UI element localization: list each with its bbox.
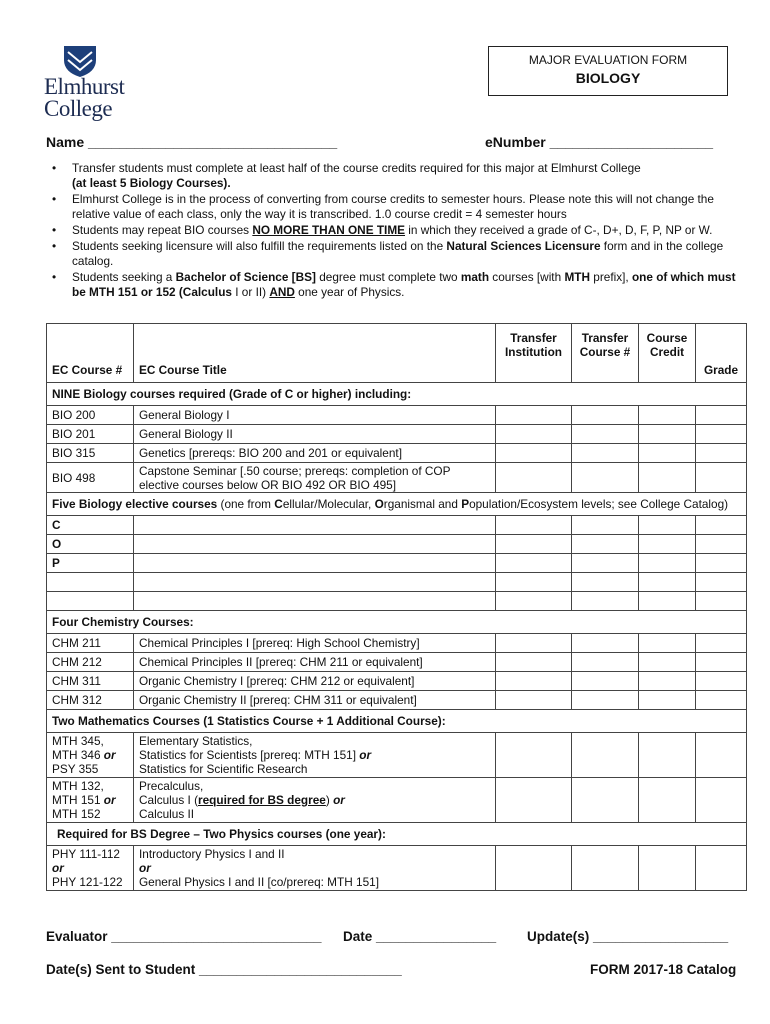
entry-cell[interactable] bbox=[496, 592, 572, 611]
entry-cell[interactable] bbox=[696, 691, 747, 710]
instructions-list bbox=[46, 161, 736, 301]
college-logo bbox=[42, 44, 162, 124]
table-row bbox=[47, 653, 747, 672]
math-section: Two Mathematics Courses (1 Statistics Course + 1 Additional Course): bbox=[47, 710, 747, 733]
entry-cell[interactable] bbox=[696, 733, 747, 778]
form-version-label: FORM 2017-18 Catalog bbox=[590, 962, 737, 977]
entry-cell[interactable] bbox=[572, 846, 639, 891]
entry-cell[interactable] bbox=[496, 691, 572, 710]
entry-cell[interactable] bbox=[696, 425, 747, 444]
entry-cell[interactable] bbox=[572, 573, 639, 592]
entry-cell[interactable] bbox=[572, 535, 639, 554]
ec-title-header: EC Course Title bbox=[134, 324, 496, 383]
course-title: General Biology I bbox=[134, 406, 496, 425]
table-row bbox=[47, 535, 747, 554]
table-row bbox=[47, 733, 747, 778]
course-title: General Biology II bbox=[134, 425, 496, 444]
instruction-text: one year of Physics. bbox=[294, 285, 405, 299]
course-title: Capstone Seminar [.50 course; prereqs: completion of COP elective courses below OR BIO 492 OR BIO 495] bbox=[134, 463, 496, 493]
entry-cell[interactable] bbox=[639, 672, 696, 691]
grade-header: Grade bbox=[696, 324, 747, 383]
entry-cell[interactable] bbox=[572, 425, 639, 444]
entry-cell[interactable] bbox=[696, 516, 747, 535]
course-code: CHM 211 bbox=[47, 634, 134, 653]
course-code: BIO 315 bbox=[47, 444, 134, 463]
entry-cell[interactable] bbox=[572, 691, 639, 710]
evaluator-field[interactable]: Evaluator ____________________________ bbox=[46, 929, 322, 944]
entry-cell[interactable] bbox=[496, 634, 572, 653]
elective-level: P bbox=[47, 554, 134, 573]
instruction-emphasis: (at least 5 Biology Courses). bbox=[72, 176, 231, 190]
course-code: PHY 111-112 or PHY 121-122 bbox=[47, 846, 134, 891]
course-code: BIO 200 bbox=[47, 406, 134, 425]
course-code: BIO 201 bbox=[47, 425, 134, 444]
entry-cell[interactable] bbox=[696, 653, 747, 672]
instruction-emphasis: AND bbox=[269, 285, 295, 299]
entry-cell[interactable] bbox=[639, 573, 696, 592]
entry-cell[interactable] bbox=[496, 733, 572, 778]
entry-cell[interactable] bbox=[47, 573, 134, 592]
entry-cell[interactable] bbox=[496, 778, 572, 823]
entry-cell[interactable] bbox=[496, 554, 572, 573]
entry-cell[interactable] bbox=[496, 573, 572, 592]
logo-line-1: Elmhurst bbox=[44, 74, 125, 99]
entry-cell[interactable] bbox=[572, 463, 639, 493]
course-code: BIO 498 bbox=[47, 463, 134, 493]
instruction-text: Transfer students must complete at least half of the course credits required for this major at Elmhurst College bbox=[72, 161, 641, 175]
instruction-emphasis: one of which must be MTH 151 or 152 (Calculus bbox=[72, 270, 736, 299]
form-title-box bbox=[488, 46, 728, 96]
instruction-emphasis: Bachelor of Science [BS] bbox=[175, 270, 316, 284]
entry-cell[interactable] bbox=[134, 516, 496, 535]
transfer-institution-header: Transfer Institution bbox=[496, 324, 572, 383]
instruction-text: degree must complete two bbox=[315, 270, 461, 284]
elective-level: O bbox=[47, 535, 134, 554]
table-row bbox=[47, 592, 747, 611]
entry-cell[interactable] bbox=[134, 535, 496, 554]
biology-elective-section: Five Biology elective courses (one from Cellular/Molecular, Organismal and Population/Ecosystem levels; see College Catalog) bbox=[47, 493, 747, 516]
instruction-emphasis: MTH bbox=[564, 270, 590, 284]
entry-cell[interactable] bbox=[134, 554, 496, 573]
course-title: Chemical Principles I [prereq: High School Chemistry] bbox=[134, 634, 496, 653]
entry-cell[interactable] bbox=[639, 406, 696, 425]
entry-cell[interactable] bbox=[696, 573, 747, 592]
course-title: Genetics [prereqs: BIO 200 and 201 or equivalent] bbox=[134, 444, 496, 463]
entry-cell[interactable] bbox=[134, 573, 496, 592]
course-code: CHM 212 bbox=[47, 653, 134, 672]
logo-line-2: College bbox=[44, 96, 113, 121]
entry-cell[interactable] bbox=[496, 425, 572, 444]
entry-cell[interactable] bbox=[572, 733, 639, 778]
entry-cell[interactable] bbox=[696, 554, 747, 573]
table-row bbox=[47, 554, 747, 573]
instruction-text: Students may repeat BIO courses bbox=[72, 223, 253, 237]
entry-cell[interactable] bbox=[572, 592, 639, 611]
entry-cell[interactable] bbox=[639, 778, 696, 823]
entry-cell[interactable] bbox=[696, 463, 747, 493]
instruction-item bbox=[46, 239, 736, 269]
instruction-text: Students seeking a bbox=[72, 270, 176, 284]
entry-cell[interactable] bbox=[696, 672, 747, 691]
entry-cell[interactable] bbox=[134, 592, 496, 611]
entry-cell[interactable] bbox=[572, 672, 639, 691]
instruction-text: in which they received a grade of C-, D+, D, F, P, NP or W. bbox=[405, 223, 713, 237]
course-title: Elementary Statistics, Statistics for Scientists [prereq: MTH 151] or Statistics for Scientific Research bbox=[134, 733, 496, 778]
instruction-item bbox=[46, 161, 736, 191]
entry-cell[interactable] bbox=[496, 846, 572, 891]
physics-section: Required for BS Degree – Two Physics courses (one year): bbox=[47, 823, 747, 846]
major-name: BIOLOGY bbox=[575, 70, 641, 86]
entry-cell[interactable] bbox=[572, 634, 639, 653]
entry-cell[interactable] bbox=[639, 691, 696, 710]
course-code: MTH 132, MTH 151 or MTH 152 bbox=[47, 778, 134, 823]
entry-cell[interactable] bbox=[496, 444, 572, 463]
entry-cell[interactable] bbox=[696, 444, 747, 463]
transfer-course-header: Transfer Course # bbox=[572, 324, 639, 383]
table-row bbox=[47, 444, 747, 463]
table-header-row bbox=[47, 324, 747, 383]
date-sent-field[interactable]: Date(s) Sent to Student ___________________________ bbox=[46, 962, 402, 977]
enumber-field[interactable]: eNumber _____________________ bbox=[485, 134, 714, 150]
instruction-text: prefix], bbox=[590, 270, 632, 284]
instruction-text: I or II) bbox=[231, 285, 270, 299]
entry-cell[interactable] bbox=[639, 733, 696, 778]
table-row bbox=[47, 425, 747, 444]
entry-cell[interactable] bbox=[639, 554, 696, 573]
entry-cell[interactable] bbox=[572, 778, 639, 823]
entry-cell[interactable] bbox=[496, 535, 572, 554]
entry-cell[interactable] bbox=[572, 653, 639, 672]
entry-cell[interactable] bbox=[572, 444, 639, 463]
entry-cell[interactable] bbox=[696, 634, 747, 653]
table-row bbox=[47, 778, 747, 823]
table-row bbox=[47, 634, 747, 653]
course-credit-header: Course Credit bbox=[639, 324, 696, 383]
entry-cell[interactable] bbox=[696, 535, 747, 554]
student-name-field[interactable]: Name ________________________________ bbox=[46, 134, 338, 150]
entry-cell[interactable] bbox=[572, 406, 639, 425]
entry-cell[interactable] bbox=[572, 554, 639, 573]
table-row bbox=[47, 846, 747, 891]
course-code: CHM 311 bbox=[47, 672, 134, 691]
instruction-item bbox=[46, 270, 736, 300]
chemistry-section: Four Chemistry Courses: bbox=[47, 611, 747, 634]
entry-cell[interactable] bbox=[696, 406, 747, 425]
course-title: Organic Chemistry II [prereq: CHM 311 or equivalent] bbox=[134, 691, 496, 710]
biology-required-section: NINE Biology courses required (Grade of C or higher) including: bbox=[47, 383, 747, 406]
ec-course-header: EC Course # bbox=[47, 324, 134, 383]
entry-cell[interactable] bbox=[696, 592, 747, 611]
date-field[interactable]: Date ________________ bbox=[343, 929, 497, 944]
instruction-item bbox=[46, 223, 736, 238]
course-code: CHM 312 bbox=[47, 691, 134, 710]
entry-cell[interactable] bbox=[639, 463, 696, 493]
entry-cell[interactable] bbox=[639, 516, 696, 535]
entry-cell[interactable] bbox=[496, 653, 572, 672]
instruction-text: courses [with bbox=[489, 270, 565, 284]
elective-level: C bbox=[47, 516, 134, 535]
entry-cell[interactable] bbox=[47, 592, 134, 611]
updates-field[interactable]: Update(s) __________________ bbox=[527, 929, 729, 944]
entry-cell[interactable] bbox=[496, 463, 572, 493]
instruction-item bbox=[46, 192, 736, 222]
entry-cell[interactable] bbox=[639, 444, 696, 463]
instruction-text: form and in the college catalog. bbox=[72, 239, 724, 268]
entry-cell[interactable] bbox=[696, 778, 747, 823]
table-row bbox=[47, 573, 747, 592]
table-row bbox=[47, 463, 747, 493]
entry-cell[interactable] bbox=[496, 406, 572, 425]
entry-cell[interactable] bbox=[572, 516, 639, 535]
table-row bbox=[47, 516, 747, 535]
table-row bbox=[47, 672, 747, 691]
course-title: Organic Chemistry I [prereq: CHM 212 or equivalent] bbox=[134, 672, 496, 691]
instruction-emphasis: math bbox=[460, 270, 490, 284]
entry-cell[interactable] bbox=[639, 846, 696, 891]
course-code: MTH 345, MTH 346 or PSY 355 bbox=[47, 733, 134, 778]
entry-cell[interactable] bbox=[496, 516, 572, 535]
instruction-emphasis: NO MORE THAN ONE TIME bbox=[252, 223, 406, 237]
entry-cell[interactable] bbox=[696, 846, 747, 891]
form-type-label: MAJOR EVALUATION FORM bbox=[528, 53, 688, 67]
entry-cell[interactable] bbox=[639, 653, 696, 672]
table-row bbox=[47, 691, 747, 710]
instruction-emphasis: Natural Sciences Licensure bbox=[446, 239, 601, 253]
entry-cell[interactable] bbox=[639, 592, 696, 611]
entry-cell[interactable] bbox=[639, 425, 696, 444]
course-title: Precalculus, Calculus I (required for BS degree) or Calculus II bbox=[134, 778, 496, 823]
instruction-text: Students seeking licensure will also fulfill the requirements listed on the bbox=[72, 239, 447, 253]
course-evaluation-table bbox=[46, 323, 747, 891]
entry-cell[interactable] bbox=[496, 672, 572, 691]
course-title: Chemical Principles II [prereq: CHM 211 or equivalent] bbox=[134, 653, 496, 672]
instruction-text: Elmhurst College is in the process of converting from course credits to semester hours. Please note this will not change the relative value of each class, only the way it is transcribed. 1.0 course credit = 4 semester hours bbox=[72, 192, 714, 221]
table-row bbox=[47, 406, 747, 425]
entry-cell[interactable] bbox=[639, 535, 696, 554]
college-shield-icon bbox=[60, 44, 100, 78]
course-title: Introductory Physics I and II or General Physics I and II [co/prereq: MTH 151] bbox=[134, 846, 496, 891]
entry-cell[interactable] bbox=[639, 634, 696, 653]
